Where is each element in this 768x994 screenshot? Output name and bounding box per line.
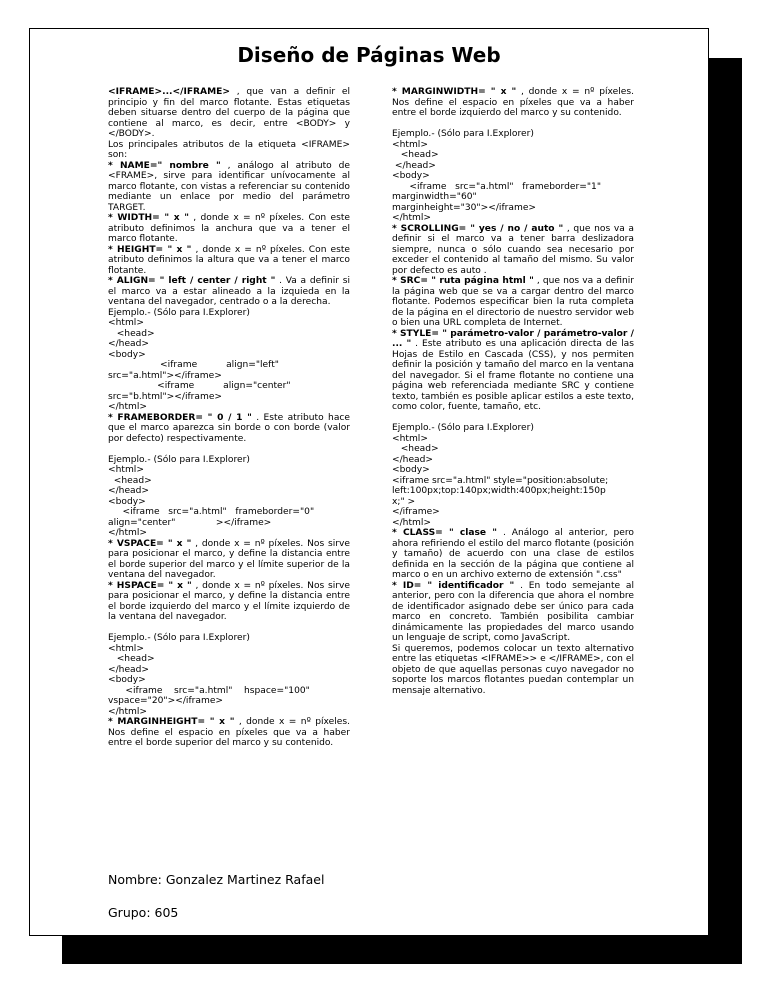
left-column bbox=[108, 87, 350, 749]
attribute-paragraph bbox=[392, 276, 634, 329]
attribute-paragraph bbox=[392, 528, 634, 581]
author-name: Nombre: Gonzalez Martinez Rafael bbox=[108, 872, 325, 887]
document-page bbox=[29, 28, 709, 936]
attribute-paragraph bbox=[108, 161, 350, 214]
attribute-paragraph bbox=[108, 213, 350, 245]
attribute-name: * HSPACE= " x " bbox=[108, 580, 192, 591]
code-example: Ejemplo.- (Sólo para I.Explorer) <html> <head> </head> <body> <iframe src="a.html" frameborder="1" marginwidth="60" marginheight="30"></iframe> </html> bbox=[392, 129, 602, 223]
group-label: Grupo: 605 bbox=[108, 905, 179, 920]
attribute-paragraph bbox=[108, 581, 350, 623]
attribute-paragraph bbox=[108, 276, 350, 308]
attribute-paragraph bbox=[108, 717, 350, 749]
paragraph-gap bbox=[392, 119, 634, 130]
code-example: Ejemplo.- (Sólo para I.Explorer) <html> <head> </head> <body> <iframe src="a.html" style="position:absolute; left:100px;top:140px;width:400px;height:150p x;" > </iframe> </html> bbox=[392, 423, 609, 528]
attribute-name: * ID= " identificador " bbox=[392, 580, 515, 591]
attribute-paragraph bbox=[392, 224, 634, 277]
paragraph-text: . En todo semejante al anterior, pero con la diferencia que ahora el nombre de identificador asignado debe ser único para cada marco en concreto. También posibilita cambiar dinámicamente las propiedades del marco usando un lenguaje de script, como JavaScript. bbox=[392, 580, 634, 643]
attribute-paragraph bbox=[392, 87, 634, 119]
paragraph-text: , donde x = nº píxeles. Nos define el espacio en píxeles que va a haber entre el borde superior del marco y su contenido. bbox=[108, 717, 350, 748]
attribute-name: * FRAMEBORDER= " 0 / 1 " bbox=[108, 412, 252, 423]
attribute-name: * MARGINWIDTH= " x " bbox=[392, 87, 517, 97]
text-paragraph bbox=[392, 644, 634, 697]
paragraph-text: , donde x = nº píxeles. Nos sirve para posicionar el marco, y define la distancia entre el borde izquierdo del marco y el límite izquierdo de la ventana del navegador. bbox=[108, 580, 350, 622]
attribute-paragraph bbox=[108, 245, 350, 277]
code-example: Ejemplo.- (Sólo para I.Explorer) <html> <head> </head> <body> <iframe src="a.html" frameborder="0" align="center" ></iframe> </html> bbox=[108, 454, 315, 538]
paragraph-text: . Análogo al anterior, pero ahora refiriendo el estilo del marco flotante (posición y tamaño) de acuerdo con una clase de estilos definida en la sección de la página que contiene al marco o en un archivo externo de extensión ".css" bbox=[392, 528, 634, 580]
attribute-name: * SRC= " ruta página html " bbox=[392, 276, 534, 286]
attribute-paragraph bbox=[108, 539, 350, 581]
attribute-name: <IFRAME>...</IFRAME> bbox=[108, 87, 230, 97]
paragraph-text: , que van a definir el principio y fin del marco flotante. Estas etiquetas deben situarse dentro del cuerpo de la página que contiene al marco, es decir, entre <BODY> y </BODY>. bbox=[108, 87, 350, 139]
attribute-name: * SCROLLING= " yes / no / auto " bbox=[392, 223, 564, 234]
right-column bbox=[392, 87, 634, 696]
paragraph-text: Si queremos, podemos colocar un texto alternativo entre las etiquetas <IFRAME>> e </IFRAME>, con el objeto de que aquellas personas cuyo navegador no soporte los marcos flotantes puedan contemplar un mensaje alternativo. bbox=[392, 643, 634, 696]
paragraph-text: . Va a definir si el marco va a estar alineado a la izquieda en la ventana del navegador, centrado o a la derecha. bbox=[108, 276, 350, 307]
attribute-name: * MARGINHEIGHT= " x " bbox=[108, 717, 235, 727]
paragraph-text: . Este atributo hace que el marco aparezca sin borde o con borde (valor por defecto) respectivamente. bbox=[108, 412, 350, 444]
text-paragraph bbox=[108, 140, 350, 161]
attribute-name: * VSPACE= " x " bbox=[108, 538, 192, 549]
attribute-name: * CLASS= " clase " bbox=[392, 528, 498, 538]
attribute-paragraph bbox=[108, 87, 350, 140]
attribute-name: * WIDTH= " x " bbox=[108, 213, 189, 223]
attribute-paragraph bbox=[108, 413, 350, 445]
attribute-name: * NAME=" nombre " bbox=[108, 160, 221, 171]
paragraph-text: Los principales atributos de la etiqueta <IFRAME> son: bbox=[108, 139, 350, 160]
paragraph-text: , que nos va a definir si el marco va a tener barra deslizadora siempre, nunca o sólo cuando sea necesario por exceder el contenido al tamaño del mismo. Su valor por defecto es auto . bbox=[392, 223, 634, 276]
paragraph-text: , donde x = nº píxeles. Con este atributo definimos la altura que va a tener el marco flotante. bbox=[108, 244, 350, 276]
paragraph-gap bbox=[108, 623, 350, 634]
attribute-paragraph bbox=[392, 329, 634, 413]
attribute-name: * STYLE= " parámetro-valor / parámetro-valor / ... " bbox=[392, 328, 634, 349]
page-title: Diseño de Páginas Web bbox=[237, 43, 501, 67]
paragraph-text: . Este atributo es una aplicación directa de las Hojas de Estilo en Cascada (CSS), y nos permiten definir la posición y tamaño del marco en la ventana del navegador. Si el frame flotante no contiene una página web referenciada mediante SRC y contiene texto, también es posible aplicar estilos a este texto, como color, fuente, tamaño, etc. bbox=[392, 339, 634, 412]
attribute-name: * ALIGN= " left / center / right " bbox=[108, 276, 276, 286]
attribute-name: * HEIGHT= " x " bbox=[108, 244, 192, 255]
code-example: Ejemplo.- (Sólo para I.Explorer) <html> <head> </head> <body> <iframe src="a.html" hspace="100" vspace="20"></iframe> </html> bbox=[108, 633, 310, 717]
paragraph-text: , donde x = nº píxeles. Con este atributo definimos la anchura que va a tener el marco flotante. bbox=[108, 213, 350, 244]
code-example: Ejemplo.- (Sólo para I.Explorer) <html> <head> </head> <body> <iframe align="left" src="a.html"></iframe> <iframe align="center" src="b.html"></iframe> </html> bbox=[108, 307, 291, 412]
paragraph-gap bbox=[108, 444, 350, 455]
paragraph-text: , donde x = nº píxeles. Nos define el espacio en píxeles que va a haber entre el borde izquierdo del marco y su contenido. bbox=[392, 87, 634, 118]
paragraph-text: , donde x = nº píxeles. Nos sirve para posicionar el marco, y define la distancia entre el borde superior del marco y el límite superior de la ventana del navegador. bbox=[108, 538, 350, 580]
attribute-paragraph bbox=[392, 581, 634, 644]
paragraph-text: , análogo al atributo de <FRAME>, sirve para identificar unívocamente al marco flotante, con vistas a referenciar su contenido mediante un enlace por medio del parámetro TARGET. bbox=[108, 160, 350, 213]
paragraph-gap bbox=[392, 413, 634, 424]
paragraph-text: , que nos va a definir la página web que se va a cargar dentro del marco flotante. Podemos especificar bien la ruta completa de la página en el directorio de nuestro servidor web o bien una URL completa de Internet. bbox=[392, 276, 634, 328]
